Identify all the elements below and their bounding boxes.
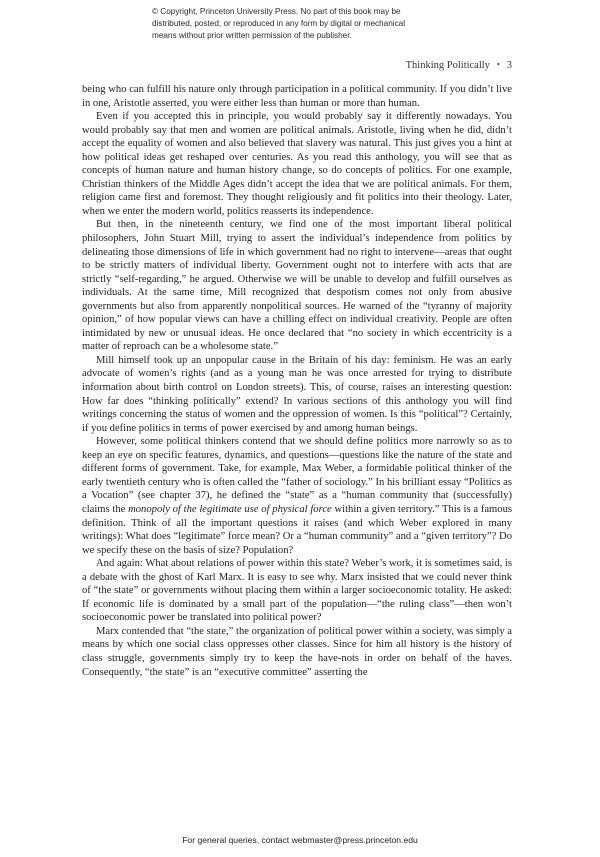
copyright-line: means without prior written permission of the publisher. — [152, 31, 352, 40]
paragraph: Even if you accepted this in principle, you would probably say it differently nowadays. You would probably say that men and women are political animals. Aristotle, living when he did, didn’t accept the equality of women and also believed that slavery was natural. This just gives you a hint at how political ideas get reshaped over centuries. As you read this anthology, you will see that as concepts of human nature and human history change, so do concepts of politics. For one example, Christian thinkers of the Middle Ages didn’t accept the idea that we are political animals. For them, religion came first and foremost. They thought religiously and fit politics into their theology. Later, when we enter the modern world, politics reasserts its independence. — [82, 111, 512, 217]
copyright-line: © Copyright, Princeton University Press. No part of this book may be — [152, 7, 401, 16]
running-head-title: Thinking Politically — [405, 60, 490, 71]
bullet-separator: • — [496, 60, 500, 69]
paragraph: Mill himself took up an unpopular cause in the Britain of his day: feminism. He was an early advocate of women’s rights (and as a young man he was once arrested for trying to distribute information about birth control on London streets). This, of course, raises an interesting question: How far does “thinking politically” extend? In various sections of this anthology you will find writings concerning the status of women and the oppression of women. Is this “political”? Certainly, if you define politics in terms of power exercised by and among human beings. — [82, 354, 512, 434]
copyright-line: distributed, posted, or reproduced in any form by digital or mechanical — [152, 19, 406, 28]
paragraph-text: However, some political thinkers contend that we should define politics more narrowly so as to keep an eye on specific features, dynamics, and questions—questions like the nature of the state and different forms of government. Take, for example, Max Weber, a formidable political thinker of the early twentieth century who is often called the “father of sociology.” In his brilliant essay “Politics as a Vocation” (see chapter 37), he defined the “state” as a “human community that (successfully) claims the — [82, 436, 512, 515]
running-head — [406, 60, 512, 71]
body-text — [82, 83, 512, 679]
page-number: 3 — [506, 60, 512, 71]
paragraph-text: within a given territory.” This is a famous definition. Think of all the important questions it raises (and which Weber explored in many writings): What does “legitimate” force mean? Or a “human community” and a “given territory”? Do we specify these on the basis of size? Population? — [82, 503, 513, 556]
paragraph-weber — [82, 435, 512, 557]
paragraph: But then, in the nineteenth century, we find one of the most important liberal political philosophers, John Stuart Mill, trying to assert the individual’s independence from politics by delineating those dimensions of life in which government had no right to intervene—areas that ought to be strictly matters of individual liberty. Government ought not to interfere with acts that are strictly “self-regarding,” he argued. Otherwise we will be unable to develop and fulfill ourselves as individuals. At the same time, Mill recognized that despotism comes not only from abusive governments but also from apparently nonpolitical sources. He warned of the “tyranny of majority opinion,” of how popular views can have a chilling effect on individual creativity. People are often intimidated by new or unusual ideas. He once declared that “no society in which eccentricity is a matter of reproach can be a wholesome state.” — [82, 219, 512, 353]
footer-contact: For general queries, contact webmaster@press.princeton.edu — [182, 835, 418, 845]
paragraph: Marx contended that “the state,” the organization of political power within a society, was simply a means by which one social class oppresses other classes. Since for him all history is the history of class struggle, governments simply try to keep the have-nots in order on behalf of the haves. Consequently, “the state” is an “executive committee” asserting the — [82, 625, 512, 678]
paragraph: And again: What about relations of power within this state? Weber’s work, it is sometimes said, is a debate with the ghost of Karl Marx. It is easy to see why. Marx insisted that we could never think of “the state” or governments without placing them within a larger socioeconomic totality. He asked: If economic life is dominated by a small part of the population—“the ruling class”—then won’t socioeconomic power be translated into political power? — [82, 558, 512, 624]
paragraph-continued: being who can fulfill his nature only through participation in a political community. If you didn’t live in one, Aristotle asserted, you were either less than human or more than human. — [82, 84, 512, 109]
italic-emphasis: monopoly of the legitimate use of physical force — [128, 503, 332, 515]
copyright-notice — [152, 6, 462, 42]
